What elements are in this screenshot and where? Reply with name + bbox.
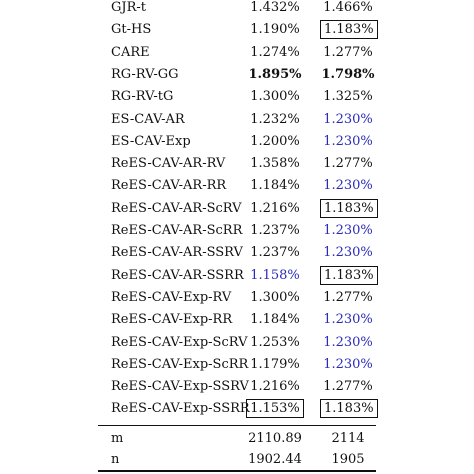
value-col-1	[228, 376, 322, 398]
row-label-value: ReES-CAV-Exp-RV	[111, 289, 232, 305]
value-col-1-value: 1.158%	[250, 267, 300, 283]
row-label-value: ReES-CAV-Exp-ScRV	[111, 334, 248, 350]
row-label-value: ReES-CAV-AR-RR	[111, 178, 227, 194]
value-col-2-value: 1.230%	[323, 178, 373, 194]
row-label	[111, 220, 242, 242]
table-row	[98, 287, 376, 309]
value-col-2	[320, 86, 376, 108]
value-col-1	[228, 0, 322, 19]
results-table	[98, 0, 376, 474]
row-label-value: RG-RV-GG	[111, 66, 179, 82]
value-col-1	[228, 153, 322, 175]
row-label	[111, 19, 151, 41]
value-col-1	[228, 398, 322, 420]
value-col-2	[320, 376, 376, 398]
value-col-1-value: 1.432%	[250, 0, 300, 15]
table-row	[98, 309, 376, 331]
value-col-1	[228, 175, 322, 197]
value-col-2-value: 1.183%	[320, 20, 378, 39]
value-col-2	[320, 0, 376, 19]
row-label-value: ES-CAV-AR	[111, 111, 185, 127]
value-col-2-value: 1.230%	[323, 111, 373, 127]
table-row	[98, 64, 376, 86]
footer-label	[111, 428, 123, 450]
row-label-value: ReES-CAV-AR-ScRV	[111, 200, 242, 216]
footer-col-2-value: 1905	[331, 452, 365, 467]
value-col-1-value: 1.895%	[248, 66, 302, 82]
footer-col-1	[228, 428, 322, 450]
value-col-2-value: 1.277%	[323, 379, 373, 395]
value-col-1	[228, 64, 322, 86]
value-col-1-value: 1.253%	[250, 334, 300, 350]
value-col-1	[228, 198, 322, 220]
value-col-2-value: 1.230%	[323, 133, 373, 149]
footer-col-2-value: 2114	[331, 431, 365, 446]
row-label-value: ReES-CAV-AR-SSRR	[111, 267, 244, 283]
value-col-1	[228, 86, 322, 108]
value-col-1-value: 1.358%	[250, 156, 300, 172]
value-col-1-value: 1.200%	[250, 133, 300, 149]
footer-col-2	[320, 449, 376, 471]
value-col-2-value: 1.230%	[323, 356, 373, 372]
value-col-1-value: 1.184%	[250, 312, 300, 328]
row-label-value: ReES-CAV-Exp-RR	[111, 312, 233, 328]
value-col-1	[228, 309, 322, 331]
row-label-value: RG-RV-tG	[111, 89, 174, 105]
row-label	[111, 42, 150, 64]
value-col-1-value: 1.237%	[250, 223, 300, 238]
footer-col-2	[320, 428, 376, 450]
table-row	[98, 109, 376, 131]
table-row	[98, 19, 376, 41]
value-col-1-value: 1.216%	[250, 200, 300, 216]
row-label-value: CARE	[111, 44, 150, 60]
value-col-1	[228, 131, 322, 153]
row-label	[111, 0, 146, 19]
table-row	[98, 376, 376, 398]
row-label-value: ReES-CAV-Exp-SSRR	[111, 401, 250, 417]
value-col-1-value: 1.232%	[250, 111, 300, 127]
row-label-value: ReES-CAV-AR-RV	[111, 156, 226, 172]
value-col-2-value: 1.466%	[323, 0, 373, 15]
table-row	[98, 354, 376, 376]
row-label-value: Gt-HS	[111, 22, 152, 38]
row-label	[111, 86, 173, 108]
value-col-2	[320, 332, 376, 354]
value-col-2	[320, 153, 376, 175]
value-col-2	[320, 64, 376, 86]
table-row	[98, 242, 376, 264]
row-label	[111, 131, 191, 153]
value-col-2-value: 1.230%	[323, 312, 373, 328]
table-row	[98, 86, 376, 108]
value-col-1	[228, 42, 322, 64]
footer-label-value: m	[111, 431, 124, 446]
row-label	[111, 198, 242, 220]
value-col-2	[320, 398, 376, 420]
row-label-value: GJR-t	[111, 0, 147, 15]
value-col-1-value: 1.237%	[250, 245, 300, 261]
value-col-1	[228, 332, 322, 354]
value-col-2-value: 1.277%	[323, 289, 373, 305]
value-col-2	[320, 198, 376, 220]
row-label-value: ES-CAV-Exp	[111, 133, 191, 149]
value-col-1	[228, 109, 322, 131]
value-col-2-value: 1.798%	[321, 66, 375, 82]
row-label-value: ReES-CAV-AR-ScRR	[111, 223, 243, 238]
value-col-1	[228, 242, 322, 264]
value-col-2-value: 1.230%	[323, 223, 373, 238]
value-col-2-value: 1.230%	[323, 245, 373, 261]
value-col-1-value: 1.190%	[250, 22, 300, 38]
row-label-value: ReES-CAV-Exp-SSRV	[111, 379, 249, 395]
value-col-2	[320, 242, 376, 264]
value-col-2-value: 1.183%	[320, 399, 378, 418]
table-row	[98, 175, 376, 197]
value-col-2	[320, 109, 376, 131]
value-col-2	[320, 42, 376, 64]
footer-col-1-value: 1902.44	[248, 452, 302, 467]
value-col-2-value: 1.230%	[323, 334, 373, 350]
table-row	[98, 42, 376, 64]
table-row	[98, 332, 376, 354]
table-row	[98, 398, 376, 420]
table-footer-row	[98, 428, 376, 450]
row-label	[111, 64, 179, 86]
value-col-2	[320, 175, 376, 197]
table-row	[98, 220, 376, 242]
value-col-1	[228, 354, 322, 376]
row-label	[111, 332, 247, 354]
row-label	[111, 265, 244, 287]
table-row	[98, 0, 376, 19]
table-row	[98, 198, 376, 220]
value-col-1-value: 1.153%	[246, 399, 304, 418]
table-footer-row	[98, 449, 376, 471]
value-col-1-value: 1.179%	[250, 356, 300, 372]
value-col-2	[320, 287, 376, 309]
value-col-1	[228, 19, 322, 41]
value-col-2	[320, 220, 376, 242]
row-label	[111, 109, 185, 131]
table-row	[98, 153, 376, 175]
footer-label	[111, 449, 119, 471]
value-col-2	[320, 131, 376, 153]
value-col-1-value: 1.300%	[250, 89, 300, 105]
value-col-1-value: 1.274%	[250, 44, 300, 60]
row-label	[111, 175, 226, 197]
table-row	[98, 131, 376, 153]
value-col-2-value: 1.183%	[320, 266, 378, 285]
footer-col-1-value: 2110.89	[248, 431, 302, 446]
row-label-value: ReES-CAV-AR-SSRV	[111, 245, 243, 261]
footer-label-value: n	[111, 452, 120, 467]
value-col-1	[228, 287, 322, 309]
value-col-2-value: 1.183%	[320, 199, 378, 218]
value-col-1	[228, 265, 322, 287]
table-bottomrule	[98, 470, 376, 472]
table-row	[98, 265, 376, 287]
value-col-2-value: 1.325%	[323, 89, 373, 105]
value-col-1-value: 1.216%	[250, 379, 300, 395]
value-col-1	[228, 220, 322, 242]
value-col-2	[320, 354, 376, 376]
table-midrule	[98, 425, 376, 426]
value-col-1-value: 1.184%	[250, 178, 300, 194]
value-col-2-value: 1.277%	[323, 156, 373, 172]
value-col-2	[320, 19, 376, 41]
value-col-2	[320, 265, 376, 287]
row-label	[111, 309, 232, 331]
row-label	[111, 153, 225, 175]
row-label-value: ReES-CAV-Exp-ScRR	[111, 356, 249, 372]
value-col-2-value: 1.277%	[323, 44, 373, 60]
value-col-2	[320, 309, 376, 331]
footer-col-1	[228, 449, 322, 471]
row-label	[111, 287, 231, 309]
value-col-1-value: 1.300%	[250, 289, 300, 305]
row-label	[111, 242, 243, 264]
